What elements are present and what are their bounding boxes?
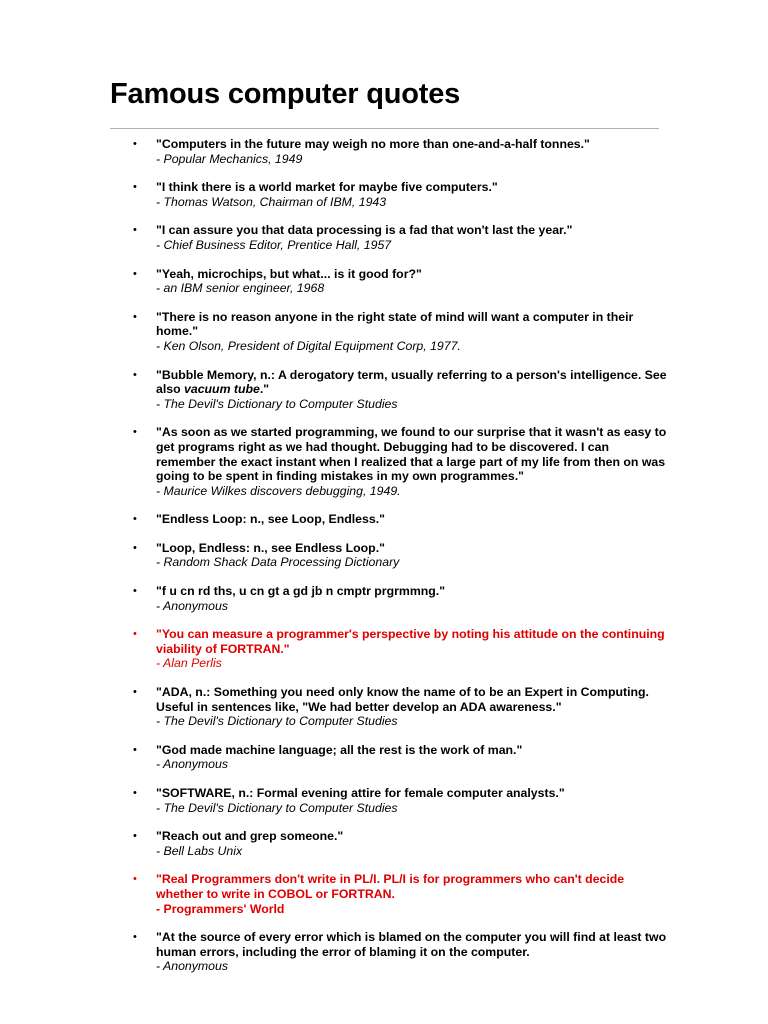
- quote-item-highlighted: [110, 627, 670, 671]
- quote-text-part: "Bubble Memory, n.: A derogatory term, usually referring to a person's intelligence. See also: [156, 367, 667, 397]
- quote-source: - Random Shack Data Processing Dictionary: [156, 555, 400, 570]
- quote-text: "Endless Loop: n., see Loop, Endless.": [156, 512, 385, 527]
- quote-text: "At the source of every error which is blamed on the computer you will find at least two human errors, including the error of blaming it on the computer.: [156, 930, 667, 959]
- bullet-icon: •: [133, 138, 137, 150]
- quote-item: [110, 743, 670, 772]
- bullet-icon: •: [133, 585, 137, 598]
- quote-text: [156, 368, 670, 397]
- quote-item: [110, 310, 670, 354]
- bullet-icon: •: [133, 628, 137, 641]
- bullet-icon: •: [133, 830, 137, 843]
- title-divider: [110, 128, 659, 129]
- quote-text: "Yeah, microchips, but what... is it good for?": [156, 266, 422, 281]
- bullet-icon: •: [133, 181, 137, 194]
- quote-source: - Anonymous: [156, 598, 228, 613]
- bullet-icon: •: [133, 787, 137, 799]
- quote-item: [110, 930, 670, 974]
- quote-item: [110, 512, 670, 527]
- quote-source: - Maurice Wilkes discovers debugging, 1949.: [156, 483, 401, 498]
- quote-item: [110, 180, 670, 209]
- quote-item: [110, 541, 670, 570]
- quote-source: - Alan Perlis: [156, 656, 222, 671]
- bullet-icon: •: [133, 686, 137, 699]
- bullet-icon: •: [133, 931, 137, 944]
- quote-item: [110, 368, 670, 412]
- quote-text: "Real Programmers don't write in PL/I. PL/I is for programmers who can't decide whether to write in COBOL or FORTRAN.: [156, 872, 625, 901]
- quote-text: "I can assure you that data processing is a fad that won't last the year.": [156, 223, 573, 238]
- quote-source: - Thomas Watson, Chairman of IBM, 1943: [156, 194, 387, 209]
- quote-item-highlighted: [110, 872, 670, 916]
- quote-source: - Anonymous: [156, 757, 228, 772]
- quote-source: - Bell Labs Unix: [156, 843, 243, 858]
- bullet-icon: •: [133, 541, 137, 554]
- quote-text-part: .": [259, 382, 270, 397]
- quote-text: "There is no reason anyone in the right state of mind will want a computer in their home.": [156, 309, 634, 339]
- quote-source: - Ken Olson, President of Digital Equipment Corp, 1977.: [156, 338, 461, 353]
- quote-text: "Reach out and grep someone.": [156, 829, 344, 844]
- quote-source: - Popular Mechanics, 1949: [156, 151, 303, 166]
- quote-list: [110, 137, 670, 988]
- page-title: Famous computer quotes: [110, 78, 461, 110]
- quote-item: [110, 685, 670, 729]
- bullet-icon: •: [133, 873, 137, 886]
- quote-source: - The Devil's Dictionary to Computer Studies: [156, 714, 398, 729]
- quote-item: [110, 137, 670, 166]
- quote-item: [110, 267, 670, 296]
- quote-source: - The Devil's Dictionary to Computer Studies: [156, 800, 398, 815]
- quote-source: - The Devil's Dictionary to Computer Studies: [156, 396, 398, 411]
- quote-text: "f u cn rd ths, u cn gt a gd jb n cmptr prgrmmng.": [156, 584, 446, 599]
- bullet-icon: •: [133, 310, 137, 323]
- quote-text: "Computers in the future may weigh no more than one-and-a-half tonnes.": [156, 137, 590, 151]
- quote-text-italic: vacuum tube: [184, 382, 260, 397]
- bullet-icon: •: [133, 743, 137, 756]
- quote-item: [110, 223, 670, 252]
- quote-text: "I think there is a world market for maybe five computers.": [156, 180, 498, 195]
- quote-item: [110, 584, 670, 613]
- bullet-icon: •: [133, 513, 137, 526]
- bullet-icon: •: [133, 267, 137, 280]
- bullet-icon: •: [133, 426, 137, 439]
- quote-item: [110, 829, 670, 858]
- quote-source: - Anonymous: [156, 959, 228, 974]
- bullet-icon: •: [133, 224, 137, 237]
- quote-source: - an IBM senior engineer, 1968: [156, 281, 325, 296]
- quote-item: [110, 786, 670, 815]
- quote-text: "SOFTWARE, n.: Formal evening attire for female computer analysts.": [156, 786, 565, 800]
- quote-item: [110, 425, 670, 498]
- quote-text: "As soon as we started programming, we found to our surprise that it wasn't as easy to get programs right as we had thought. Debugging had to be discovered. I can remember the exact instant when I realized that a large part of my life from then on was going to be spent in finding mistakes in my own programmes.": [156, 425, 667, 484]
- quote-source: - Chief Business Editor, Prentice Hall, 1957: [156, 237, 392, 252]
- bullet-icon: •: [133, 368, 137, 381]
- quote-text: "ADA, n.: Something you need only know the name of to be an Expert in Computing. Useful in sentences like, "We had better develop an ADA awareness.": [156, 685, 649, 714]
- quote-text: "God made machine language; all the rest is the work of man.": [156, 742, 523, 757]
- quote-text: "Loop, Endless: n., see Endless Loop.": [156, 540, 385, 555]
- quote-text: "You can measure a programmer's perspective by noting his attitude on the continuing viability of FORTRAN.": [156, 627, 665, 656]
- quote-source: - Programmers' World: [156, 901, 285, 916]
